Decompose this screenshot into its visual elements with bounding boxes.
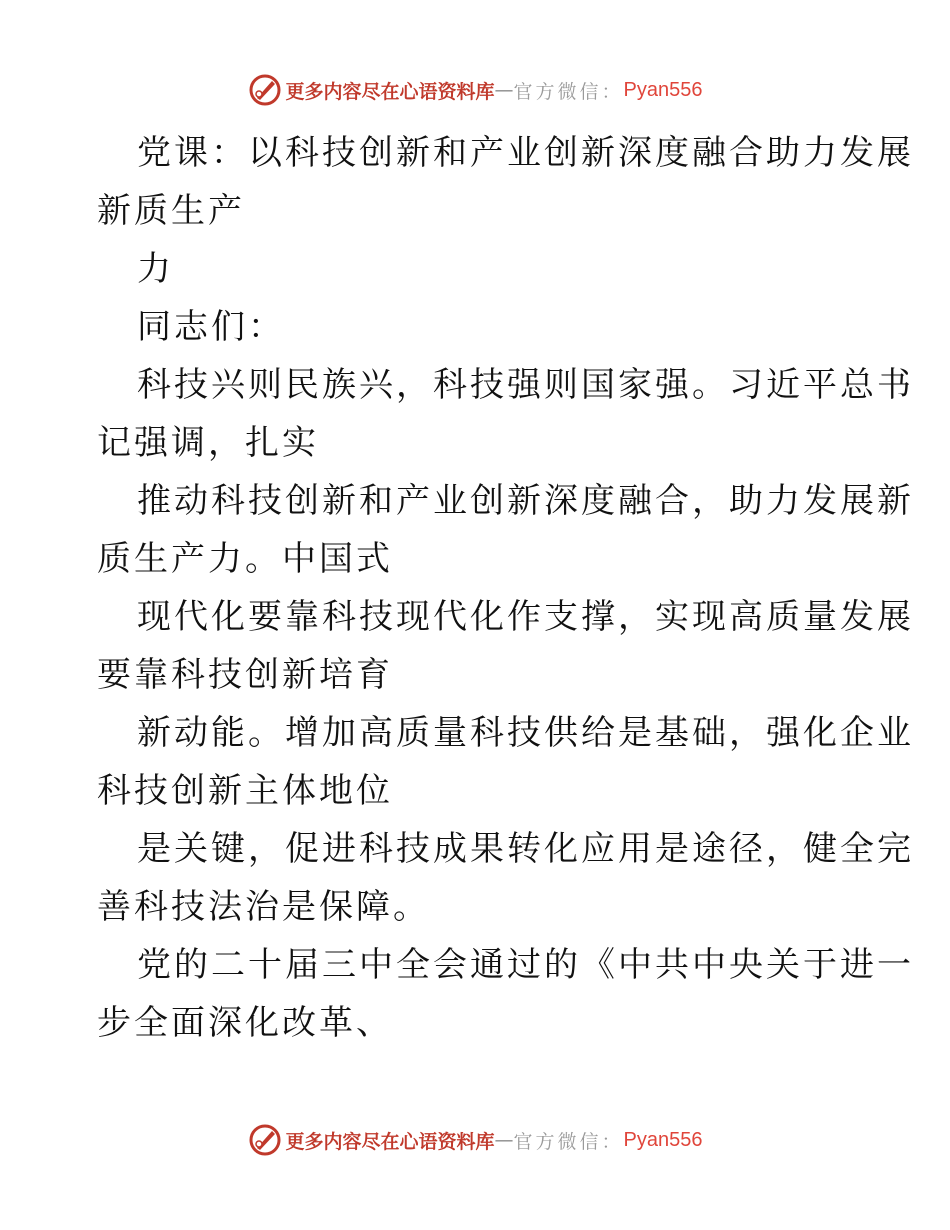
text-line: 步全面深化改革、 xyxy=(97,1003,393,1043)
footer-watermark xyxy=(0,1122,950,1158)
text-line: 力 xyxy=(137,249,174,289)
text-line: 现代化要靠科技现代化作支撑，实现高质量发展 xyxy=(137,597,914,637)
text-line: 同志们： xyxy=(137,307,285,347)
text-line: 要靠科技创新培育 xyxy=(97,655,393,695)
watermark-official-label: 官方微信： xyxy=(513,1130,624,1153)
text-line: 记强调，扎实 xyxy=(97,423,319,463)
watermark-brand: 更多内容尽在心语资料库 xyxy=(285,1130,495,1153)
text-line: 新动能。增加高质量科技供给是基础，强化企业 xyxy=(137,713,914,753)
text-line: 推动科技创新和产业创新深度融合，助力发展新 xyxy=(137,481,914,521)
quill-pen-logo-icon xyxy=(248,1123,282,1157)
watermark-brand: 更多内容尽在心语资料库 xyxy=(285,80,495,103)
text-line: 新质生产 xyxy=(97,191,245,231)
text-line: 是关键，促进科技成果转化应用是途径，健全完 xyxy=(137,829,914,869)
watermark-account: Pyan556 xyxy=(623,1128,703,1151)
text-line: 科技创新主体地位 xyxy=(97,771,393,811)
watermark-separator: — xyxy=(494,1129,514,1151)
text-line: 善科技法治是保障。 xyxy=(97,887,430,927)
watermark-official-label: 官方微信： xyxy=(513,80,624,103)
text-line: 党的二十届三中全会通过的《中共中央关于进一 xyxy=(137,945,914,985)
text-line: 科技兴则民族兴，科技强则国家强。习近平总书 xyxy=(137,365,914,405)
watermark-account: Pyan556 xyxy=(623,78,703,101)
header-watermark xyxy=(0,72,950,108)
text-line: 质生产力。中国式 xyxy=(97,539,393,579)
document-body xyxy=(97,124,914,1052)
watermark-separator: — xyxy=(494,79,514,101)
quill-pen-logo-icon xyxy=(248,73,282,107)
document-title-line: 党课：以科技创新和产业创新深度融合助力发展 xyxy=(137,133,914,173)
